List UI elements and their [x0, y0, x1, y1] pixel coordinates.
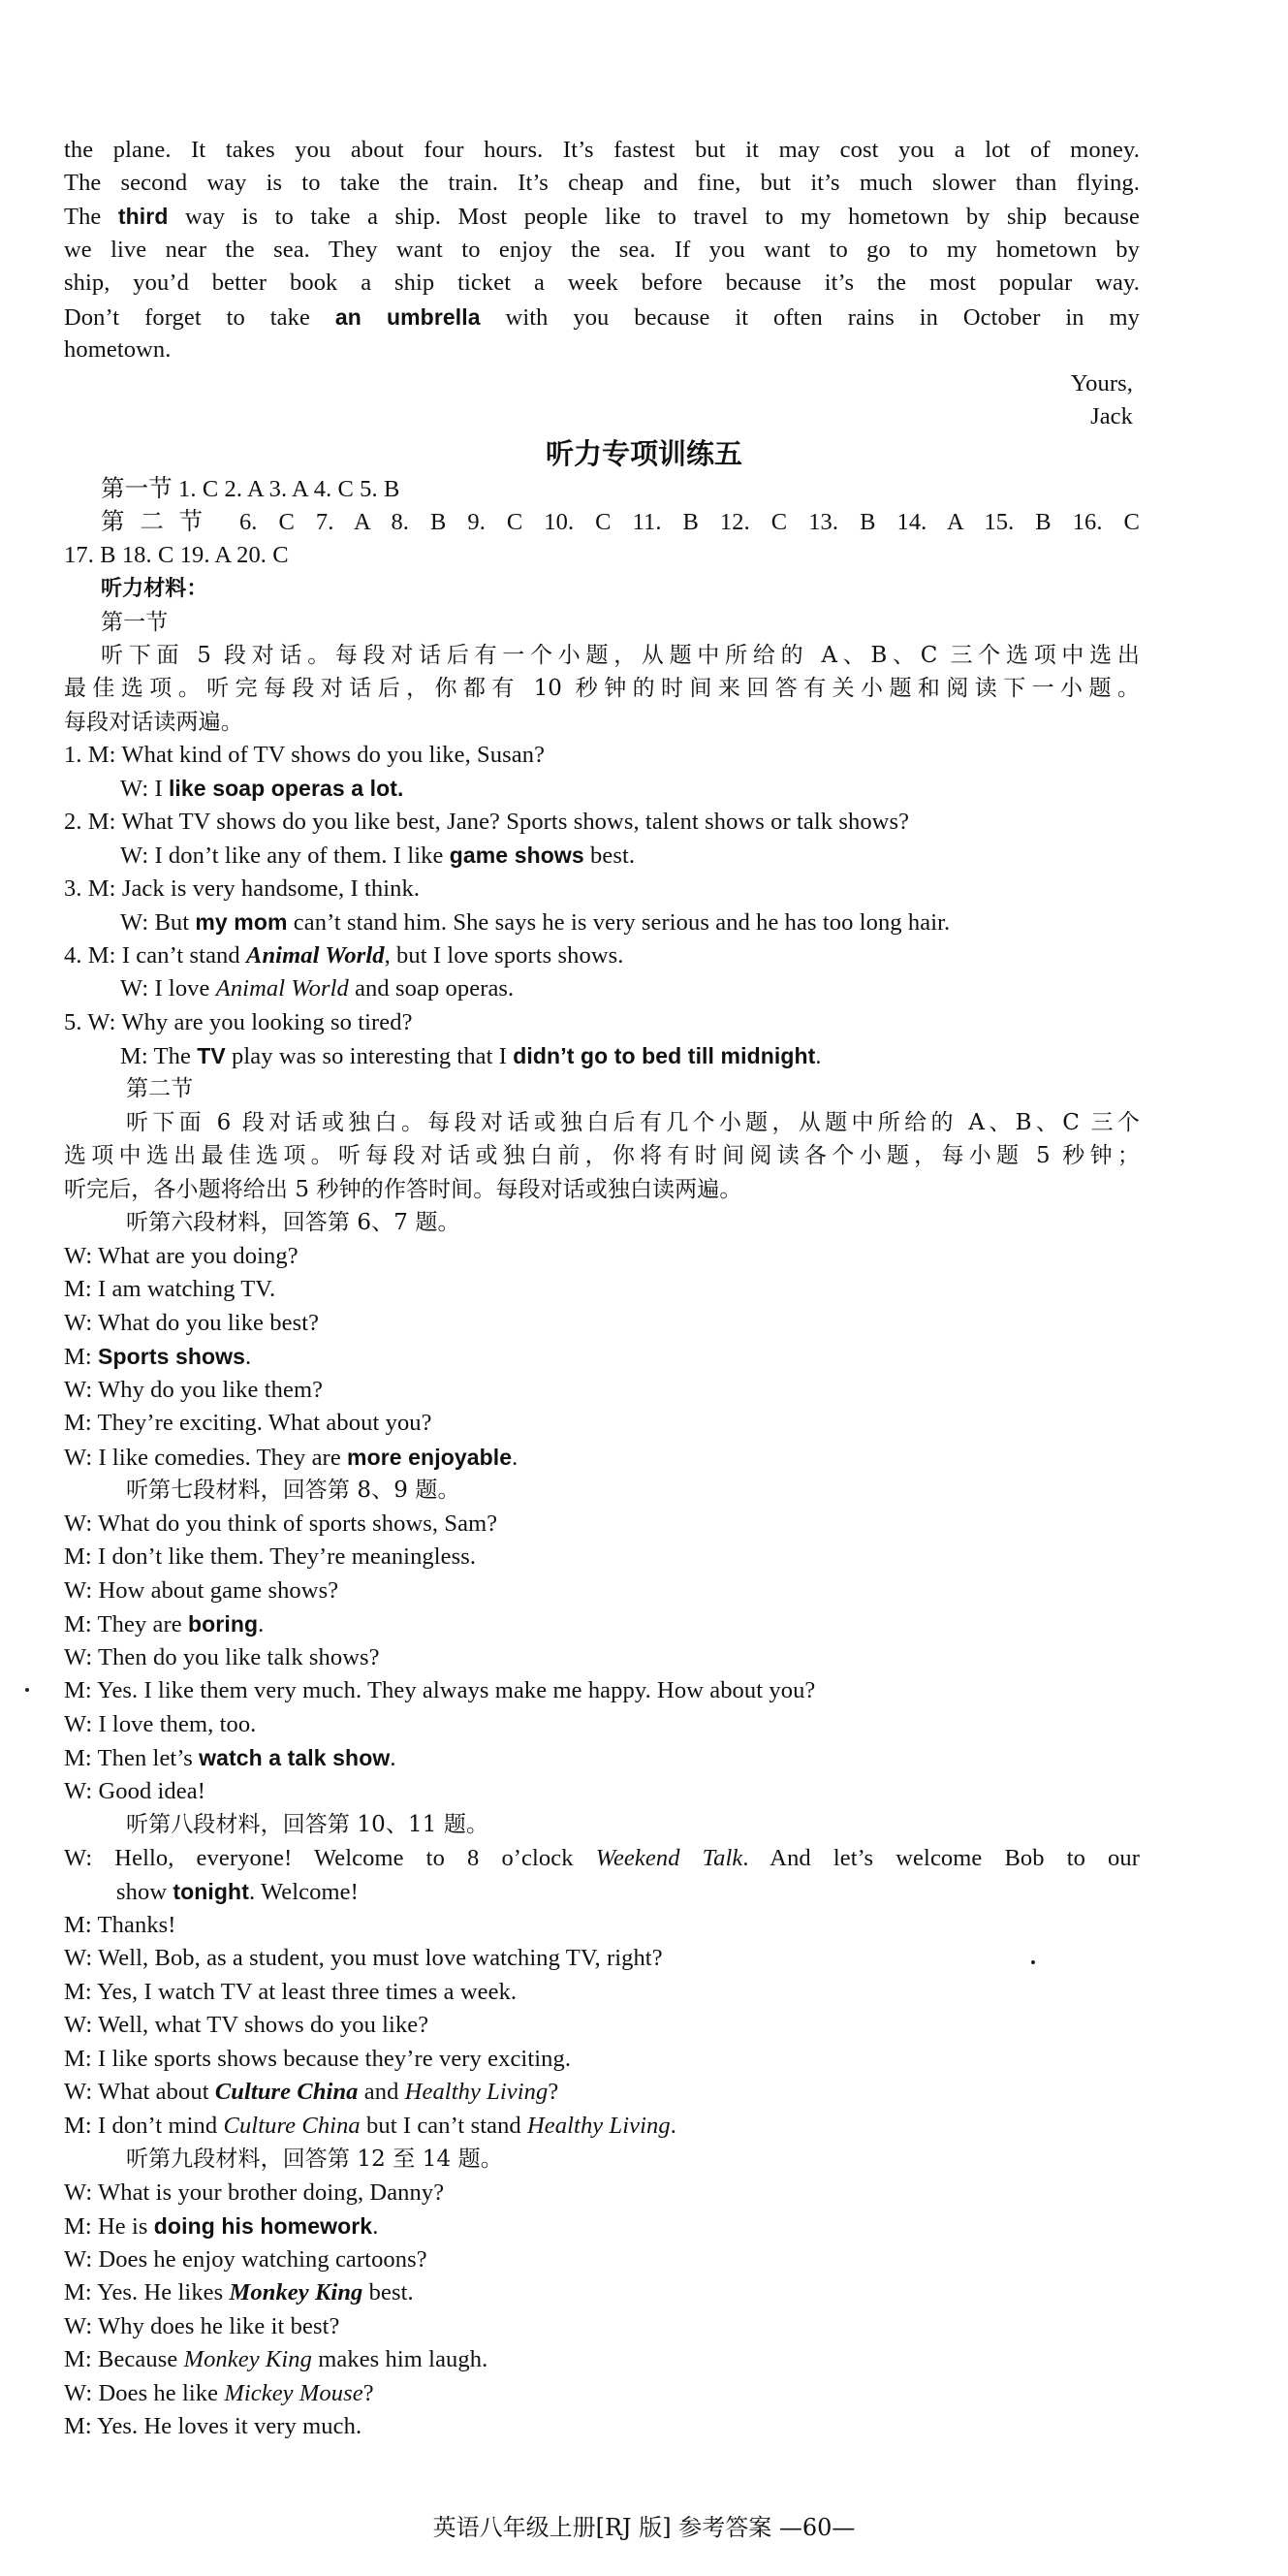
dialogue-line: W: I love them, too. [64, 1711, 257, 1737]
dialogue-line: W: What do you think of sports shows, Sam? [64, 1511, 498, 1537]
dialogue-line: M: Yes. He likes Monkey King best. [64, 2279, 414, 2306]
dialogue-line: M: I like sports shows because they’re very exciting. [64, 2046, 572, 2072]
instruction-line: 听下面 6 段对话或独白。每段对话或独白后有几个小题，从题中所给的 A、B、C 三个 [126, 1110, 1140, 1135]
instruction-line: 每段对话读两遍。 [64, 710, 243, 735]
print-speck [25, 1688, 29, 1692]
dialogue-line: M: I don’t mind Culture China but I can’t stand Healthy Living. [64, 2113, 676, 2139]
print-speck [1031, 1960, 1035, 1964]
dialogue-line: W: How about game shows? [64, 1577, 339, 1604]
dialogue-line: M: They are boring. [64, 1611, 265, 1638]
dialogue-line: W: What is your brother doing, Danny? [64, 2179, 445, 2206]
letter-line: The third way is to take a ship. Most people like to travel to my hometown by ship because [64, 204, 1140, 230]
dialogue-line: W: Well, Bob, as a student, you must love watching TV, right? [64, 1945, 663, 1971]
dialogue-line: M: I am watching TV. [64, 1276, 276, 1302]
instruction-line: 最佳选项。听完每段对话后，你都有 10 秒钟的时间来回答有关小题和阅读下一小题。 [64, 676, 1140, 701]
dialogue-line: M: Thanks! [64, 1912, 176, 1938]
dialogue-line: W: Hello, everyone! Welcome to 8 o’clock Weekend Talk. And let’s welcome Bob to our [64, 1845, 1140, 1871]
dialogue-line: 5. W: Why are you looking so tired? [64, 1009, 413, 1035]
instruction-line: 听完后，各小题将给出 5 秒钟的作答时间。每段对话或独白读两遍。 [64, 1177, 742, 1202]
letter-line: The second way is to take the train. It’s cheap and fine, but it’s much slower than flying. [64, 170, 1140, 196]
dialogue-line: W: Well, what TV shows do you like? [64, 2012, 429, 2038]
instruction-line: 听下面 5 段对话。每段对话后有一个小题，从题中所给的 A、B、C 三个选项中选出 [101, 643, 1140, 668]
dialogue-line: W: Why do you like them? [64, 1377, 324, 1403]
dialogue-line: 4. M: I can’t stand Animal World, but I love sports shows. [64, 942, 624, 969]
dialogue-line: W: What do you like best? [64, 1310, 320, 1336]
dialogue-line: M: They’re exciting. What about you? [64, 1410, 432, 1436]
dialogue-line: M: The TV play was so interesting that I didn’t go to bed till midnight. [120, 1043, 822, 1069]
material-subheading: 听第六段材料，回答第 6、7 题。 [126, 1210, 460, 1235]
dialogue-line: M: I don’t like them. They’re meaningless. [64, 1543, 477, 1570]
material-subheading: 听第七段材料，回答第 8、9 题。 [126, 1478, 460, 1503]
dialogue-line: W: What about Culture China and Healthy Living? [64, 2079, 559, 2105]
letter-signature: Jack [1090, 403, 1133, 429]
dialogue-line: show tonight. Welcome! [116, 1879, 359, 1905]
dialogue-line: W: Why does he like it best? [64, 2313, 340, 2339]
letter-line: the plane. It takes you about four hours. It’s fastest but it may cost you a lot of money. [64, 137, 1140, 163]
page-footer: 英语八年级上册[RJ 版] 参考答案 —60— [432, 2514, 856, 2541]
dialogue-line: 1. M: What kind of TV shows do you like, Susan? [64, 742, 546, 768]
dialogue-line: W: Does he enjoy watching cartoons? [64, 2246, 427, 2273]
letter-line: we live near the sea. They want to enjoy the sea. If you want to go to my hometown by [64, 237, 1140, 263]
dialogue-line: 3. M: Jack is very handsome, I think. [64, 875, 421, 902]
section-title: 听力专项训练五 [545, 437, 742, 470]
answer-row: 第二节 6. C 7. A 8. B 9. C 10. C 11. B 12. C 13. B 14. A 15. B 16. C [101, 509, 1140, 535]
letter-line: ship, you’d better book a ship ticket a week before because it’s the most popular way. [64, 270, 1140, 296]
dialogue-line: M: Yes. I like them very much. They always make me happy. How about you? [64, 1677, 816, 1703]
dialogue-line: M: Yes, I watch TV at least three times a week. [64, 1979, 518, 2005]
letter-line: hometown. [64, 336, 172, 363]
dialogue-line: W: But my mom can’t stand him. She says he is very serious and he has too long hair. [120, 909, 951, 936]
dialogue-line: W: I don’t like any of them. I like game shows best. [120, 843, 636, 869]
dialogue-line: M: Yes. He loves it very much. [64, 2413, 362, 2439]
material-subheading: 听第八段材料，回答第 10、11 题。 [126, 1812, 489, 1837]
letter-closing: Yours, [1070, 370, 1133, 397]
dialogue-line: W: What are you doing? [64, 1243, 298, 1269]
dialogue-line: M: Because Monkey King makes him laugh. [64, 2346, 488, 2372]
answer-row: 17. B 18. C 19. A 20. C [64, 542, 289, 568]
dialogue-line: W: Then do you like talk shows? [64, 1644, 380, 1670]
part-heading: 第二节 [126, 1076, 194, 1101]
dialogue-line: W: Does he like Mickey Mouse? [64, 2380, 374, 2406]
dialogue-line: W: I like soap operas a lot. [120, 776, 404, 802]
instruction-line: 选项中选出最佳选项。听每段对话或独白前，你将有时间阅读各个小题，每小题 5 秒钟； [64, 1143, 1140, 1168]
letter-line: Don’t forget to take an umbrella with you because it often rains in October in my [64, 304, 1140, 331]
dialogue-line: W: Good idea! [64, 1778, 205, 1804]
dialogue-line: M: He is doing his homework. [64, 2213, 379, 2240]
dialogue-line: 2. M: What TV shows do you like best, Jane? Sports shows, talent shows or talk shows? [64, 809, 910, 835]
dialogue-line: M: Sports shows. [64, 1344, 252, 1370]
dialogue-line: W: I love Animal World and soap operas. [120, 975, 515, 1002]
material-heading: 听力材料： [101, 577, 208, 601]
dialogue-line: M: Then let’s watch a talk show. [64, 1745, 396, 1771]
dialogue-line: W: I like comedies. They are more enjoyable. [64, 1445, 518, 1471]
answer-row: 第一节 1. C 2. A 3. A 4. C 5. B [101, 476, 400, 502]
part-heading: 第一节 [101, 610, 169, 635]
material-subheading: 听第九段材料，回答第 12 至 14 题。 [126, 2147, 503, 2172]
